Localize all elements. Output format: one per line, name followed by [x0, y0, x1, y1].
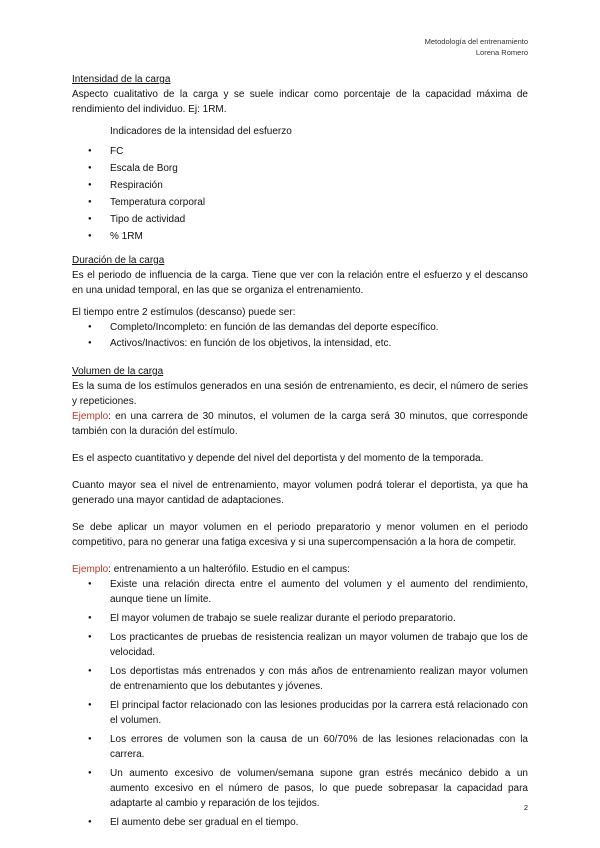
volumen-bullets: [72, 577, 528, 830]
example2-label: Ejemplo: [72, 564, 109, 575]
volumen-p2: Es el aspecto cuantitativo y depende del nivel del deportista y del momento de la temporada.: [72, 453, 484, 464]
volumen-bullet: ● El principal factor relacionado con las lesiones producidas por la carrera está relacionado con el volumen.: [72, 698, 528, 728]
header-course: Metodología del entrenamiento: [424, 37, 528, 46]
indicator-item: ● Temperatura corporal: [72, 195, 528, 210]
volumen-bullet: ● Los errores de volumen son la causa de un 60/70% de las lesiones relacionadas con la carrera.: [72, 732, 528, 762]
section-title-intensidad: Intensidad de la carga: [72, 74, 171, 85]
indicators-list: [72, 144, 528, 244]
volumen-bullet: ● El mayor volumen de trabajo se suele realizar durante el periodo preparatorio.: [72, 611, 528, 626]
section-title-duracion: Duración de la carga: [72, 255, 165, 266]
rest-intro: El tiempo entre 2 estímulos (descanso) puede ser:: [72, 307, 296, 318]
duracion-text: Es el periodo de influencia de la carga. Tiene que ver con la relación entre el esfuerzo y el descanso en una unidad temporal, en las que se organiza el entrenamiento.: [72, 270, 528, 296]
indicators-title: Indicadores de la intensidad del esfuerzo: [110, 126, 292, 137]
volumen-bullet: ● Existe una relación directa entre el aumento del volumen y el aumento del rendimiento, aunque tiene un límite.: [72, 577, 528, 607]
example-label: Ejemplo: [72, 411, 109, 422]
volumen-example: [72, 409, 528, 439]
intensidad-text: Aspecto cualitativo de la carga y se suele indicar como porcentaje de la capacidad máxima de rendimiento del individuo. Ej: 1RM.: [72, 89, 528, 115]
rest-item: ● Completo/Incompleto: en función de las demandas del deporte específico.: [72, 320, 528, 335]
volumen-p4: Se debe aplicar un mayor volumen en el periodo preparatorio y menor volumen en el periodo competitivo, para no generar una fatiga excesiva y si una supercompensación a la hora de competir.: [72, 522, 528, 548]
example2-text: : entrenamiento a un halterófilo. Estudio en el campus:: [108, 564, 350, 575]
section-title-volumen: Volumen de la carga: [72, 366, 164, 377]
volumen-bullet: ● Los practicantes de pruebas de resistencia realizan un mayor volumen de trabajo que los de velocidad.: [72, 630, 528, 660]
rest-list: [72, 320, 528, 351]
page-number: 2: [523, 803, 528, 812]
volumen-example2: [72, 562, 528, 577]
indicator-item: ● % 1RM: [72, 229, 528, 244]
indicator-item: ● Respiración: [72, 178, 528, 193]
indicator-item: ● Escala de Borg: [72, 161, 528, 176]
volumen-text: Es la suma de los estímulos generados en una sesión de entrenamiento, es decir, el número de series y repeticiones.: [72, 381, 528, 407]
page-header: [425, 36, 528, 58]
volumen-bullet: ● Los deportistas más entrenados y con más años de entrenamiento realizan mayor volumen de entrenamiento que los debutantes y jóvenes.: [72, 664, 528, 694]
header-author: Lorena Romero: [475, 48, 528, 57]
volumen-bullet: ● El aumento debe ser gradual en el tiempo.: [72, 815, 528, 830]
example-text: : en una carrera de 30 minutos, el volumen de la carga será 30 minutos, que corresponde también con la duración del estímulo.: [72, 411, 528, 437]
volumen-bullet: ● Un aumento excesivo de volumen/semana supone gran estrés mecánico debido a un aumento excesivo en el número de pasos, lo que puede sobrepasar la capacidad para adaptarte al cambio y reparación de los tejidos.: [72, 766, 528, 811]
volumen-p3: Cuanto mayor sea el nivel de entrenamiento, mayor volumen podrá tolerar el deportista, ya que ha generado una mayor cantidad de adaptaciones.: [72, 480, 528, 506]
rest-item: ● Activos/Inactivos: en función de los objetivos, la intensidad, etc.: [72, 336, 528, 351]
indicator-item: ● Tipo de actividad: [72, 212, 528, 227]
indicator-item: ● FC: [72, 144, 528, 159]
document-body: [72, 72, 528, 834]
